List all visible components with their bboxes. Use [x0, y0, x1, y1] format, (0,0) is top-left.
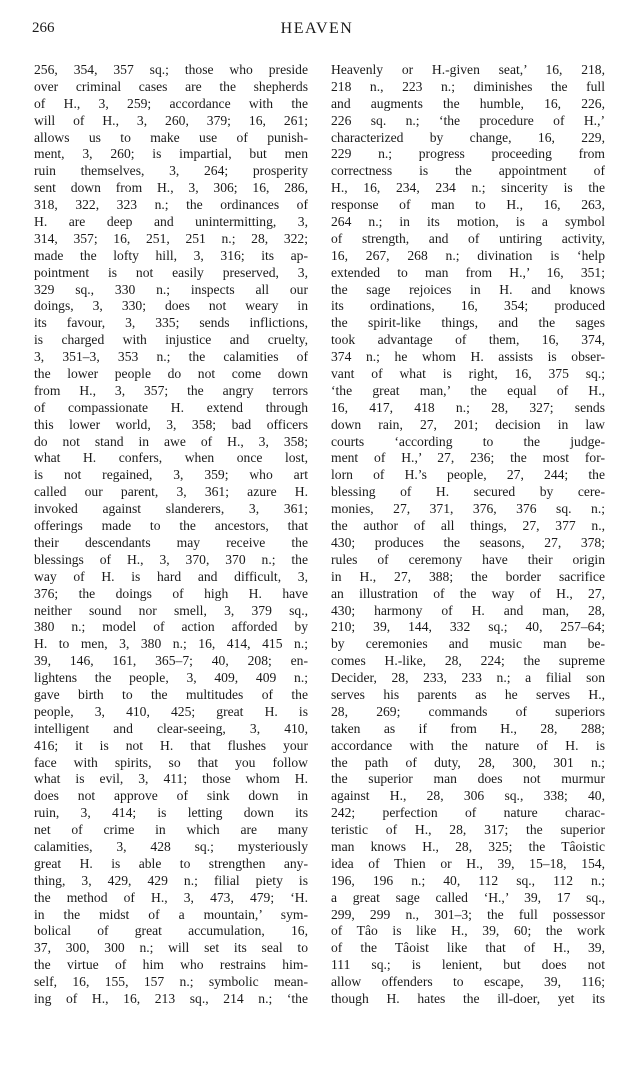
- left-column-line: face with spirits, so that you follow: [34, 754, 308, 770]
- left-column-line: is charged with injustice and cruelty,: [34, 332, 308, 348]
- left-column-line: 314, 357; 16, 251, 251 n.; 28, 322;: [34, 230, 308, 246]
- left-column-line: is not regained, 3, 359; who art: [34, 467, 308, 483]
- right-column-line: 218 n., 223 n.; diminishes the full: [331, 78, 605, 94]
- right-column-line: of Tâo is like H., 39, 60; the work: [331, 923, 605, 939]
- left-column-line: allows us to make use of punish-: [34, 129, 308, 145]
- right-column-line: characterized by change, 16, 229,: [331, 129, 605, 145]
- right-column-line: idea of Thien or H., 39, 15–18, 154,: [331, 855, 605, 871]
- left-column-line: in the midst of a mountain,’ sym-: [34, 906, 308, 922]
- left-column-line: doings, 3, 330; does not weary in: [34, 298, 308, 314]
- right-column-line: 374 n.; he whom H. assists is obser-: [331, 349, 605, 365]
- right-column-line: 299, 299 n., 301–3; the full possessor: [331, 906, 605, 922]
- left-column-line: intelligent and clear-seeing, 3, 410,: [34, 720, 308, 736]
- left-column-line: neither sound nor smell, 3, 379 sq.,: [34, 602, 308, 618]
- right-column-line: 430; produces the seasons, 27, 378;: [331, 534, 605, 550]
- left-column-line: great H. is able to strengthen any-: [34, 855, 308, 871]
- left-column-line: self, 16, 155, 157 n.; symbolic mean-: [34, 974, 308, 990]
- right-column-line: 229 n.; progress proceeding from: [331, 146, 605, 162]
- right-column-line: Decider, 28, 233, 233 n.; a filial son: [331, 670, 605, 686]
- left-column-line: offerings made to the ancestors, that: [34, 518, 308, 534]
- page-header: [0, 20, 634, 44]
- right-column-line: allow offenders to escape, 39, 116;: [331, 974, 605, 990]
- right-column-line: the author of all things, 27, 377 n.,: [331, 518, 605, 534]
- left-column-line: 318, 322, 323 n.; the ordinances of: [34, 197, 308, 213]
- right-column-line: courts ‘according to the judge-: [331, 433, 605, 449]
- right-column-line: 28, 269; commands of superiors: [331, 703, 605, 719]
- left-column-line: sent down from H., 3, 306; 16, 286,: [34, 180, 308, 196]
- left-column-line: ment, 3, 260; is impartial, but men: [34, 146, 308, 162]
- left-column-line: 39, 146, 161, 365–7; 40, 208; en-: [34, 653, 308, 669]
- left-column-line: invoked against slanderers, 3, 361;: [34, 501, 308, 517]
- left-column-line: the virtue of him who restrains him-: [34, 957, 308, 973]
- right-column-line: the path of duty, 28, 300, 301 n.;: [331, 754, 605, 770]
- left-column-line: of compassionate H. extend through: [34, 399, 308, 415]
- right-column-line: taken as if from H., 28, 288;: [331, 720, 605, 736]
- left-column-line: made the lofty hill, 3, 316; its ap-: [34, 247, 308, 263]
- left-column-line: way of H. is hard and difficult, 3,: [34, 568, 308, 584]
- right-column-line: against H., 28, 306 sq., 338; 40,: [331, 788, 605, 804]
- left-column-line: this lower world, 3, 358; bad officers: [34, 416, 308, 432]
- right-column-line: lorn of H.’s people, 27, 244; the: [331, 467, 605, 483]
- page-number: 266: [32, 20, 55, 36]
- left-column-line: blessings of H., 3, 370, 370 n.; the: [34, 551, 308, 567]
- left-column-line: 416; it is not H. that flushes your: [34, 737, 308, 753]
- right-column-line: ment of H.,’ 27, 236; the most for-: [331, 450, 605, 466]
- right-column-line: 16, 267, 268 n.; divination is ‘help: [331, 247, 605, 263]
- left-column-line: gave birth to the multitudes of the: [34, 686, 308, 702]
- left-column-line: 3, 351–3, 353 n.; the calamities of: [34, 349, 308, 365]
- left-column-line: will of H., 3, 260, 379; 16, 261;: [34, 112, 308, 128]
- left-column-line: 37, 300, 300 n.; will set its seal to: [34, 940, 308, 956]
- left-column-line: lightens the people, 3, 409, 409 n.;: [34, 670, 308, 686]
- left-column-line: calamities, 3, 428 sq.; mysteriously: [34, 838, 308, 854]
- right-column-line: its ordinations, 16, 354; produced: [331, 298, 605, 314]
- left-column-line: pointment is not easily preserved, 3,: [34, 264, 308, 280]
- left-column-line: ruin, 3, 414; is letting down its: [34, 805, 308, 821]
- right-column-line: vant of what is right, 16, 375 sq.;: [331, 366, 605, 382]
- left-column-line: net of crime in which are many: [34, 822, 308, 838]
- right-column-line: the superior man does not murmur: [331, 771, 605, 787]
- left-column-line: people, 3, 410, 425; great H. is: [34, 703, 308, 719]
- right-column-line: a great sage called ‘H.,’ 39, 17 sq.,: [331, 889, 605, 905]
- left-column-line: does not approve of sink down in: [34, 788, 308, 804]
- right-column-line: ‘the great man,’ the equal of H.,: [331, 382, 605, 398]
- right-column-line: accordance with the nature of H. is: [331, 737, 605, 753]
- right-column-line: 210; 39, 144, 332 sq.; 40, 257–64;: [331, 619, 605, 635]
- left-column-line: bolical of great accumulation, 16,: [34, 923, 308, 939]
- left-column-line: ing of H., 16, 213 sq., 214 n.; ‘the: [34, 990, 308, 1006]
- right-column-line: of strength, and of untiring activity,: [331, 230, 605, 246]
- left-column-line: H. are deep and unintermitting, 3,: [34, 214, 308, 230]
- left-column-line: their descendants may receive the: [34, 534, 308, 550]
- right-column-line: 226 sq. n.; ‘the procedure of H.,’: [331, 112, 605, 128]
- left-column-line: 329 sq., 330 n.; inspects all our: [34, 281, 308, 297]
- right-column-line: man knows H., 28, 325; the Tâoistic: [331, 838, 605, 854]
- right-column-line: the sage rejoices in H. and knows: [331, 281, 605, 297]
- right-column-line: monies, 27, 371, 376, 376 sq. n.;: [331, 501, 605, 517]
- right-column-line: an illustration of the way of H., 27,: [331, 585, 605, 601]
- left-column-line: its favour, 3, 335; sends inflictions,: [34, 315, 308, 331]
- right-column-line: 242; perfection of nature charac-: [331, 805, 605, 821]
- right-column: [331, 62, 605, 1008]
- right-column-line: comes H.-like, 28, 224; the supreme: [331, 653, 605, 669]
- right-column-line: by ceremonies and music man be-: [331, 636, 605, 652]
- right-column-line: and augments the humble, 16, 226,: [331, 95, 605, 111]
- left-column-line: what H. confers, when once lost,: [34, 450, 308, 466]
- right-column-line: in H., 27, 388; the border sacrifice: [331, 568, 605, 584]
- right-column-line: 16, 417, 418 n.; 28, 327; sends: [331, 399, 605, 415]
- right-column-line: teristic of H., 28, 317; the superior: [331, 822, 605, 838]
- right-column-line: took advantage of them, 16, 374,: [331, 332, 605, 348]
- right-column-line: Heavenly or H.-given seat,’ 16, 218,: [331, 62, 605, 77]
- left-column-line: over criminal cases are the shepherds: [34, 78, 308, 94]
- left-column-line: called our parent, 3, 361; azure H.: [34, 484, 308, 500]
- left-column-line: H. to men, 3, 380 n.; 16, 414, 415 n.;: [34, 636, 308, 652]
- left-column-line: of H., 3, 259; accordance with the: [34, 95, 308, 111]
- right-column-line: extended to man from H.,’ 16, 351;: [331, 264, 605, 280]
- right-column-line: though H. hates the ill-doer, yet its: [331, 990, 605, 1006]
- left-column-line: do not stand in awe of H., 3, 358;: [34, 433, 308, 449]
- left-column-line: 256, 354, 357 sq.; those who preside: [34, 62, 308, 77]
- right-column-line: the spirit-like things, and the sages: [331, 315, 605, 331]
- right-column-line: of the Tâoist like that of H., 39,: [331, 940, 605, 956]
- right-column-line: 111 sq.; is lenient, but does not: [331, 957, 605, 973]
- left-column-line: the lower people do not come down: [34, 366, 308, 382]
- left-column-line: what is evil, 3, 411; those whom H.: [34, 771, 308, 787]
- left-column-line: from H., 3, 357; the angry terrors: [34, 382, 308, 398]
- right-column-line: rules of ceremony have their origin: [331, 551, 605, 567]
- right-column-line: down rain, 27, 201; decision in law: [331, 416, 605, 432]
- right-column-line: correctness is the appointment of: [331, 163, 605, 179]
- left-column-line: thing, 3, 429, 429 n.; filial piety is: [34, 872, 308, 888]
- right-column-line: 264 n.; in its motion, is a symbol: [331, 214, 605, 230]
- left-column-line: 376; the doings of high H. have: [34, 585, 308, 601]
- left-column-line: 380 n.; model of action afforded by: [34, 619, 308, 635]
- left-column-line: ruin themselves, 3, 264; prosperity: [34, 163, 308, 179]
- left-column-line: the method of H., 3, 473, 479; ‘H.: [34, 889, 308, 905]
- right-column-line: serves his parents as he serves H.,: [331, 686, 605, 702]
- right-column-line: response of man to H., 16, 263,: [331, 197, 605, 213]
- running-title: HEAVEN: [280, 20, 354, 37]
- left-column: [34, 62, 308, 1008]
- right-column-line: 430; harmony of H. and man, 28,: [331, 602, 605, 618]
- right-column-line: 196, 196 n.; 40, 112 sq., 112 n.;: [331, 872, 605, 888]
- right-column-line: H., 16, 234, 234 n.; sincerity is the: [331, 180, 605, 196]
- right-column-line: blessing of H. secured by cere-: [331, 484, 605, 500]
